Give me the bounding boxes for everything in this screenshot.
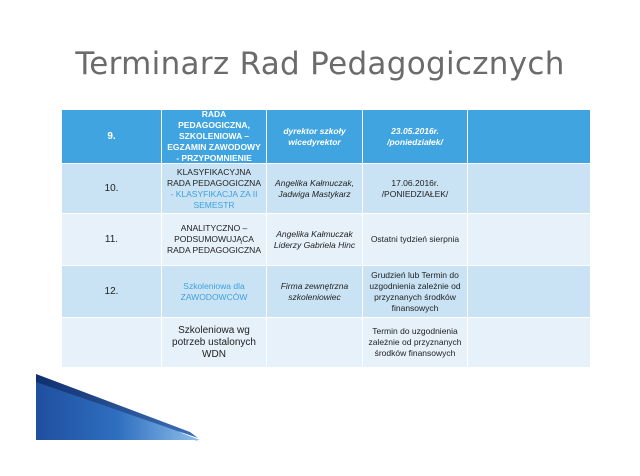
row-number: 12.: [62, 266, 162, 318]
header-number: 9.: [62, 110, 162, 164]
event-link: - KLASYFIKACJA ZA II SEMESTR: [170, 188, 258, 210]
row-date: Grudzień lub Termin do uzgodnienia zależnie od przyznanych środków finansowych: [363, 266, 468, 318]
row-date: Termin do uzgodnienia zależnie od przyznanych środków finansowych: [363, 318, 468, 368]
row-event: Szkoleniowa wg potrzeb ustalonych WDN: [162, 318, 267, 368]
row-extra: [468, 214, 591, 266]
table-header-row: [62, 110, 591, 164]
table-row: [62, 266, 591, 318]
header-event: RADA PEDAGOGICZNA, SZKOLENIOWA – EGZAMIN ZAWODOWY - PRZYPOMNIENIE: [162, 110, 267, 164]
row-number: 11.: [62, 214, 162, 266]
row-date: Ostatni tydzień sierpnia: [363, 214, 468, 266]
page-title: Terminarz Rad Pedagogicznych: [75, 46, 565, 82]
header-date: 23.05.2016r. /poniedziałek/: [363, 110, 468, 164]
row-number: 10.: [62, 164, 162, 214]
schedule-table: [62, 110, 591, 368]
event-main: KLASYFIKACYJNA RADA PEDAGOGICZNA: [167, 166, 261, 188]
row-event: ANALITYCZNO – PODSUMOWUJĄCA RADA PEDAGOGICZNA: [162, 214, 267, 266]
table-row: [62, 164, 591, 214]
row-person: Angelika Kałmuczak Liderzy Gabriela Hinc: [267, 214, 363, 266]
decorative-swoosh: [0, 360, 640, 476]
row-person: Angelika Kałmuczak, Jadwiga Mastykarz: [267, 164, 363, 214]
row-extra: [468, 266, 591, 318]
row-event: [162, 164, 267, 214]
table-row: [62, 214, 591, 266]
row-date: 17.06.2016r. /PONIEDZIAŁEK/: [363, 164, 468, 214]
header-person: dyrektor szkoły wicedyrektor: [267, 110, 363, 164]
row-extra: [468, 164, 591, 214]
row-person: Firma zewnętrzna szkoleniowiec: [267, 266, 363, 318]
row-event: Szkoleniowa dla ZAWODOWCÓW: [162, 266, 267, 318]
header-extra: [468, 110, 591, 164]
